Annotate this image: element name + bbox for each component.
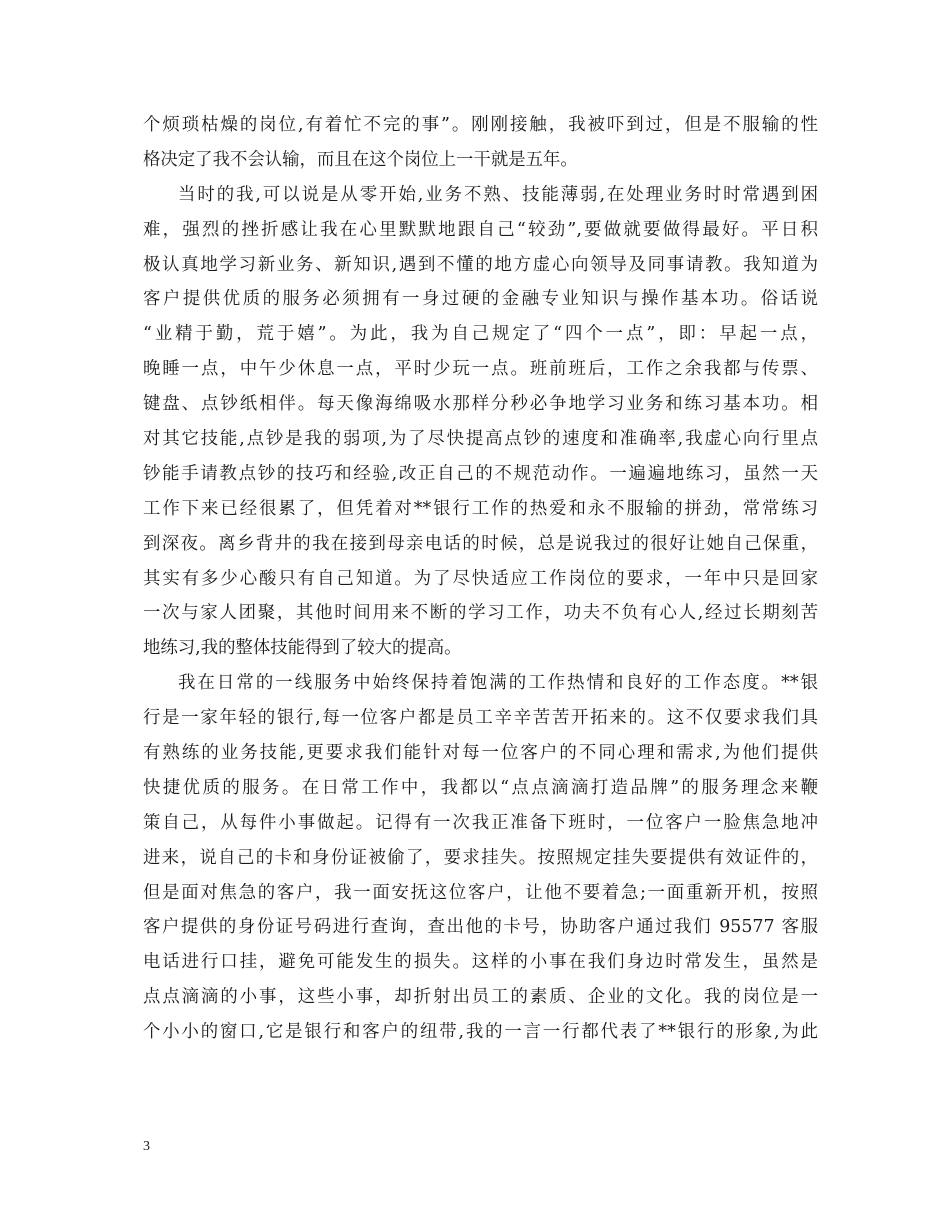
text-line: “业精于勤，荒于嬉”。为此，我为自己规定了“四个一点”，即：早起一点， xyxy=(143,324,818,345)
text-line: 到深夜。离乡背井的我在接到母亲电话的时候，总是说我过的很好让她自己保重， xyxy=(143,533,818,554)
text-line: 快捷优质的服务。在日常工作中，我都以“点点滴滴打造品牌”的服务理念来鞭 xyxy=(143,777,818,798)
text-line: 个烦琐枯燥的岗位,有着忙不完的事”。刚刚接触，我被吓到过，但是不服输的性 xyxy=(143,115,818,135)
text-line: 地练习,我的整体技能得到了较大的提高。 xyxy=(143,638,462,659)
text-line: 晚睡一点，中午少休息一点，平时少玩一点。班前班后，工作之余我都与传票、 xyxy=(143,359,818,380)
text-line: 有熟练的业务技能,更要求我们能针对每一位客户的不同心理和需求,为他们提供 xyxy=(143,743,818,764)
text-line: 对其它技能,点钞是我的弱项,为了尽快提高点钞的速度和准确率,我虚心向行里点 xyxy=(143,429,818,450)
text-line: 工作下来已经很累了，但凭着对**银行工作的热爱和永不服输的拼劲，常常练习 xyxy=(143,498,818,519)
text-line: 一次与家人团聚，其他时间用来不断的学习工作，功夫不负有心人,经过长期刻苦 xyxy=(143,603,818,624)
text-line: 当时的我,可以说是从零开始,业务不熟、技能薄弱,在处理业务时时常遇到困 xyxy=(178,184,818,205)
body-text xyxy=(143,108,818,1050)
text-line: 其实有多少心酸只有自己知道。为了尽快适应工作岗位的要求，一年中只是回家 xyxy=(143,568,818,589)
text-line: 进来，说自己的卡和身份证被偷了，要求挂失。按照规定挂失要提供有效证件的， xyxy=(143,847,818,868)
text-line: 格决定了我不会认输，而且在这个岗位上一干就是五年。 xyxy=(143,149,578,170)
text-line: 键盘、点钞纸相伴。每天像海绵吸水那样分秒必争地学习业务和练习基本功。相 xyxy=(143,394,818,415)
text-line: 电话进行口挂，避免可能发生的损失。这样的小事在我们身边时常发生，虽然是 xyxy=(143,952,818,973)
text-line: 行是一家年轻的银行,每一位客户都是员工辛辛苦苦开拓来的。这不仅要求我们具 xyxy=(143,708,818,729)
page-number: 3 xyxy=(143,1139,150,1154)
text-line: 极认真地学习新业务、新知识,遇到不懂的地方虚心向领导及同事请教。我知道为 xyxy=(143,254,818,275)
text-line: 点点滴滴的小事，这些小事，却折射出员工的素质、企业的文化。我的岗位是一 xyxy=(143,987,818,1008)
text-line: 我在日常的一线服务中始终保持着饱满的工作热情和良好的工作态度。**银 xyxy=(178,673,818,694)
text-line: 客户提供的身份证号码进行查询，查出他的卡号，协助客户通过我们 95577 客服 xyxy=(143,917,818,938)
text-line: 难，强烈的挫折感让我在心里默默地跟自己“较劲”,要做就要做得最好。平日积 xyxy=(143,219,818,240)
text-line: 钞能手请教点钞的技巧和经验,改正自己的不规范动作。一遍遍地练习，虽然一天 xyxy=(143,463,818,484)
text-line: 客户提供优质的服务必须拥有一身过硬的金融专业知识与操作基本功。俗话说 xyxy=(143,289,818,310)
text-line: 策自己，从每件小事做起。记得有一次我正准备下班时，一位客户一脸焦急地冲 xyxy=(143,812,818,833)
text-line: 个小小的窗口,它是银行和客户的纽带,我的一言一行都代表了**银行的形象,为此 xyxy=(143,1022,818,1043)
text-line: 但是面对焦急的客户，我一面安抚这位客户，让他不要着急;一面重新开机，按照 xyxy=(143,882,818,903)
